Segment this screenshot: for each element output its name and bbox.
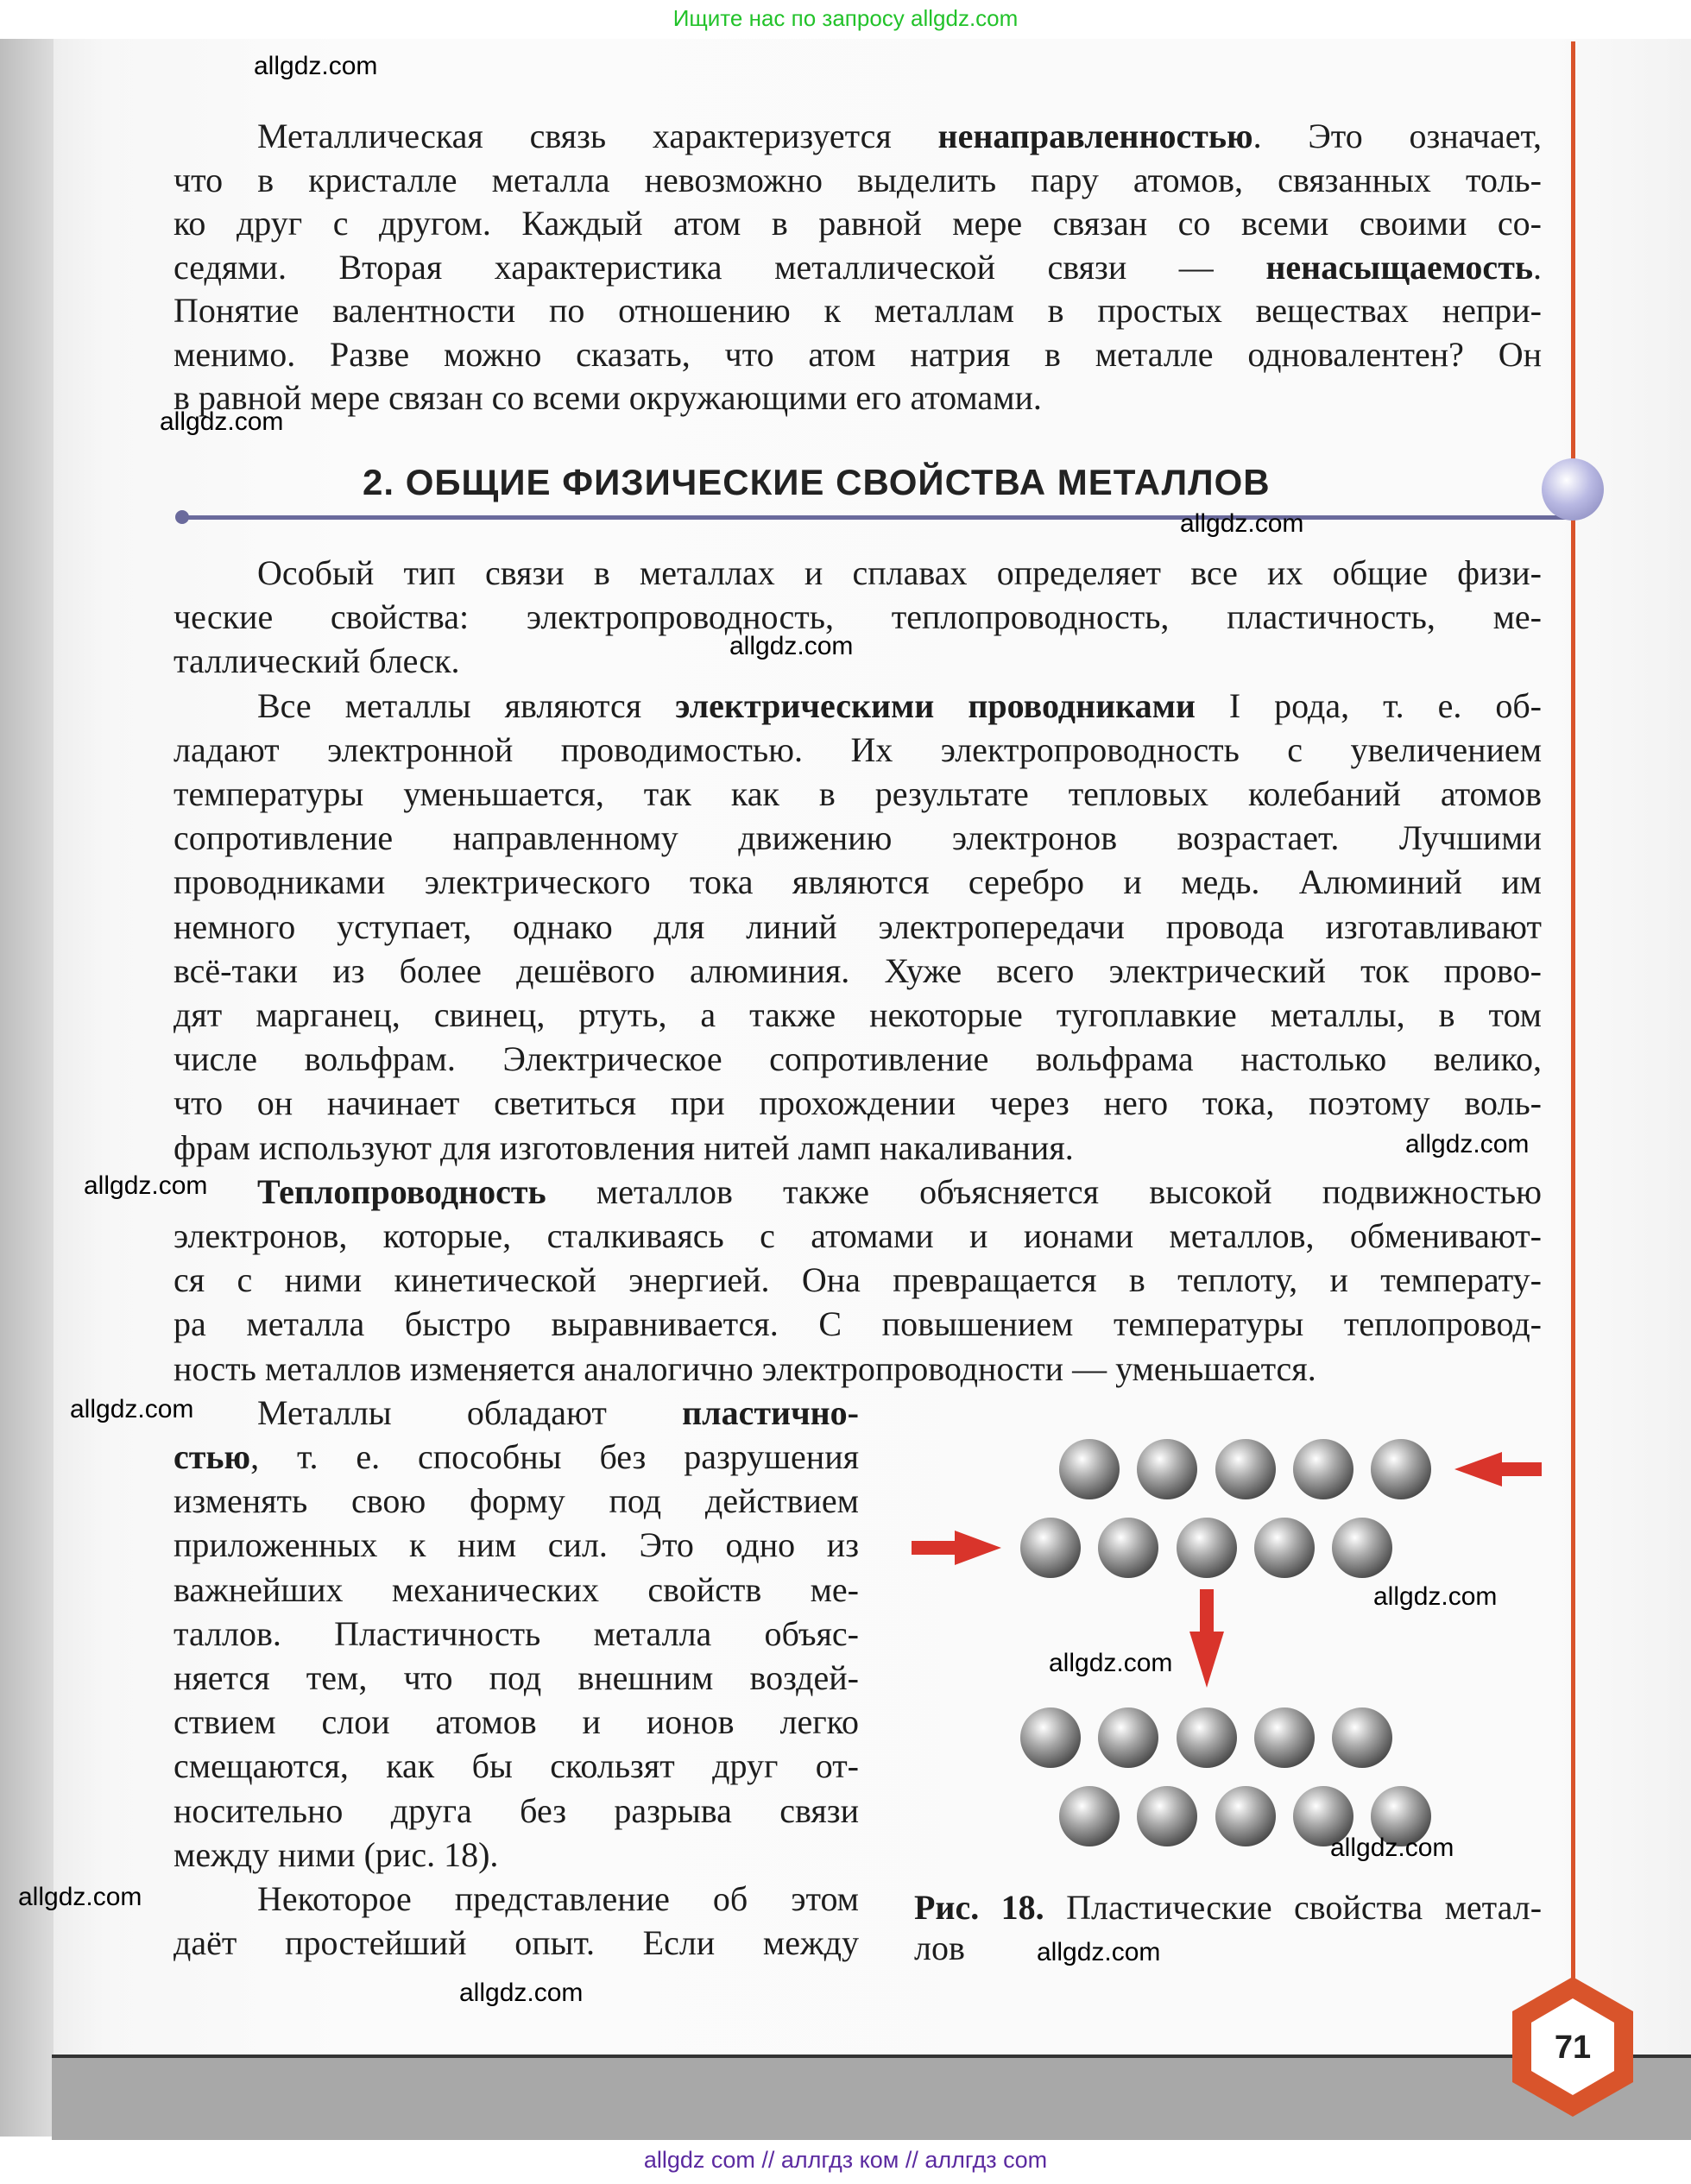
text-run: ра металла быстро выравнивается. С повышением температуры теплопровод- <box>174 1304 1542 1343</box>
section-heading: 2. ОБЩИЕ ФИЗИЧЕСКИЕ СВОЙСТВА МЕТАЛЛОВ <box>363 462 1271 502</box>
text-run: важнейших механических свойств ме- <box>174 1570 859 1609</box>
text-run: ладают электронной проводимостью. Их электропроводность с увеличением <box>174 730 1542 769</box>
watermark-text: allgdz.com <box>1405 1130 1530 1158</box>
watermark-text: allgdz.com <box>1049 1649 1173 1677</box>
text-run: смещаются, как бы скользят друг от- <box>174 1746 859 1785</box>
text-run: носительно друга без разрыва связи <box>174 1791 859 1830</box>
atom-ball <box>1254 1518 1315 1578</box>
atom-ball <box>1020 1707 1081 1768</box>
text-run: изменять свою форму под действием <box>174 1481 859 1520</box>
text-run: Особый тип связи в металлах и сплавах определяет все их общие физи- <box>257 553 1542 592</box>
figure-caption <box>914 1886 1542 1929</box>
atom-ball <box>1059 1786 1120 1846</box>
atom-ball <box>1059 1439 1120 1499</box>
text-run: числе вольфрам. Электрическое сопротивление вольфрама настолько велико, <box>174 1039 1542 1078</box>
caption-text: Пластические свойства метал- <box>1066 1888 1543 1927</box>
watermark-text: allgdz.com <box>70 1395 194 1423</box>
text-run: ся с ними кинетической энергией. Она превращается в теплоту, и температу- <box>174 1260 1542 1299</box>
banner-text: Ищите нас по запросу allgdz.com <box>672 5 1019 31</box>
atom-ball <box>1177 1707 1237 1768</box>
text-run: приложенных к ним сил. Это одно из <box>174 1525 859 1564</box>
text-run: . <box>1533 248 1542 287</box>
atom-ball <box>1215 1786 1276 1846</box>
atom-ball <box>1215 1439 1276 1499</box>
text-run: сопротивление направленному движению электронов возрастает. Лучшими <box>174 818 1542 857</box>
arrow-right-icon <box>912 1531 1001 1565</box>
text-run: что он начинает светиться при прохождении через него тока, поэтому воль- <box>174 1083 1542 1122</box>
arrow-left-icon <box>1454 1452 1542 1487</box>
text-run: проводниками электрического тока являются серебро и медь. Алюминий им <box>174 862 1542 901</box>
text-run: Металлы обладают <box>257 1393 683 1432</box>
atom-ball <box>1332 1707 1392 1768</box>
bold-term: пластично- <box>682 1393 859 1432</box>
text-run: в равной мере связан со всеми окружающими его атомами. <box>174 378 1042 417</box>
text-run: что в кристалле металла невозможно выделить пару атомов, связанных толь- <box>174 161 1542 199</box>
atom-ball <box>1254 1707 1315 1768</box>
bold-term: ненасыщаемость <box>1265 248 1533 287</box>
atom-ball <box>1137 1439 1197 1499</box>
text-run: всё-таки из более дешёвого алюминия. Хуже всего электрический ток прово- <box>174 951 1542 990</box>
atom-ball <box>1098 1518 1158 1578</box>
text-run: фрам используют для изготовления нитей ламп накаливания. <box>174 1128 1074 1167</box>
watermark-text: allgdz.com <box>254 52 378 80</box>
atom-ball <box>1332 1518 1392 1578</box>
text-run: ствием слои атомов и ионов легко <box>174 1702 859 1741</box>
text-run: Металлическая связь характеризуется <box>257 117 938 155</box>
text-run: Понятие валентности по отношению к металлам в простых веществах непри- <box>174 291 1542 330</box>
text-run: ность металлов изменяется аналогично электропроводности — уменьшается. <box>174 1349 1316 1388</box>
atom-ball <box>1137 1786 1197 1846</box>
atom-ball <box>1020 1518 1081 1578</box>
text-run: между ними (рис. 18). <box>174 1835 499 1874</box>
text-run: немного уступает, однако для линий электропередачи провода изготавливают <box>174 907 1542 946</box>
atom-ball <box>1177 1518 1237 1578</box>
text-run: температуры уменьшается, так как в результате тепловых колебаний атомов <box>174 774 1542 813</box>
text-run: даёт простейший опыт. Если между <box>174 1923 859 1962</box>
text-run: , т. е. способны без разрушения <box>250 1437 859 1476</box>
watermark-text: allgdz.com <box>459 1979 584 2007</box>
text-run: металлов также объясняется высокой подвижностью <box>546 1172 1542 1211</box>
text-run: менимо. Разве можно сказать, что атом натрия в металле одновалентен? Он <box>174 335 1542 374</box>
page-number: 71 <box>1554 2029 1592 2066</box>
arrow-down-icon <box>1189 1589 1224 1688</box>
watermark-text: allgdz.com <box>729 632 854 660</box>
text-run: I рода, т. е. об- <box>1195 686 1542 725</box>
text-run: дят марганец, свинец, ртуть, а также некоторые тугоплавкие металлы, в том <box>174 995 1542 1034</box>
bold-term: ненаправленностью <box>937 117 1253 155</box>
watermark-text: allgdz.com <box>1330 1834 1454 1862</box>
text-run: . Это означает, <box>1252 117 1542 155</box>
footer-links: allgdz com // аллгдз ком // аллгдз com <box>643 2147 1048 2173</box>
bold-term: Теплопроводность <box>257 1172 546 1211</box>
text-run: ко друг с другом. Каждый атом в равной мере связан со всеми своими со- <box>174 204 1542 243</box>
atom-ball <box>1293 1439 1353 1499</box>
text-run: седями. Вторая характеристика металлической связи — <box>174 248 1266 287</box>
bold-term: электрическими проводниками <box>675 686 1196 725</box>
text-run: Все металлы являются <box>257 686 676 725</box>
watermark-text: allgdz.com <box>84 1171 208 1200</box>
atom-ball <box>1098 1707 1158 1768</box>
text-run: няется тем, что под внешним воздей- <box>174 1658 859 1697</box>
text-run: Некоторое представление об этом <box>257 1879 859 1918</box>
watermark-text: allgdz.com <box>18 1883 142 1911</box>
text-run: таллический блеск. <box>174 641 460 680</box>
watermark-text: allgdz.com <box>1373 1582 1498 1611</box>
watermark-text: allgdz.com <box>160 407 284 436</box>
watermark-text: allgdz.com <box>1037 1938 1161 1966</box>
caption-label: Рис. 18. <box>914 1888 1044 1927</box>
figure-caption-cont: лов <box>914 1928 965 1967</box>
text-run: таллов. Пластичность металла объяс- <box>174 1614 859 1653</box>
text-run: ческие свойства: электропроводность, теплопроводность, пластичность, ме- <box>174 597 1542 636</box>
bold-term: стью <box>174 1437 251 1476</box>
text-run: электронов, которые, сталкиваясь с атомами и ионами металлов, обменивают- <box>174 1216 1542 1255</box>
atom-ball <box>1371 1439 1431 1499</box>
watermark-text: allgdz.com <box>1180 509 1304 538</box>
